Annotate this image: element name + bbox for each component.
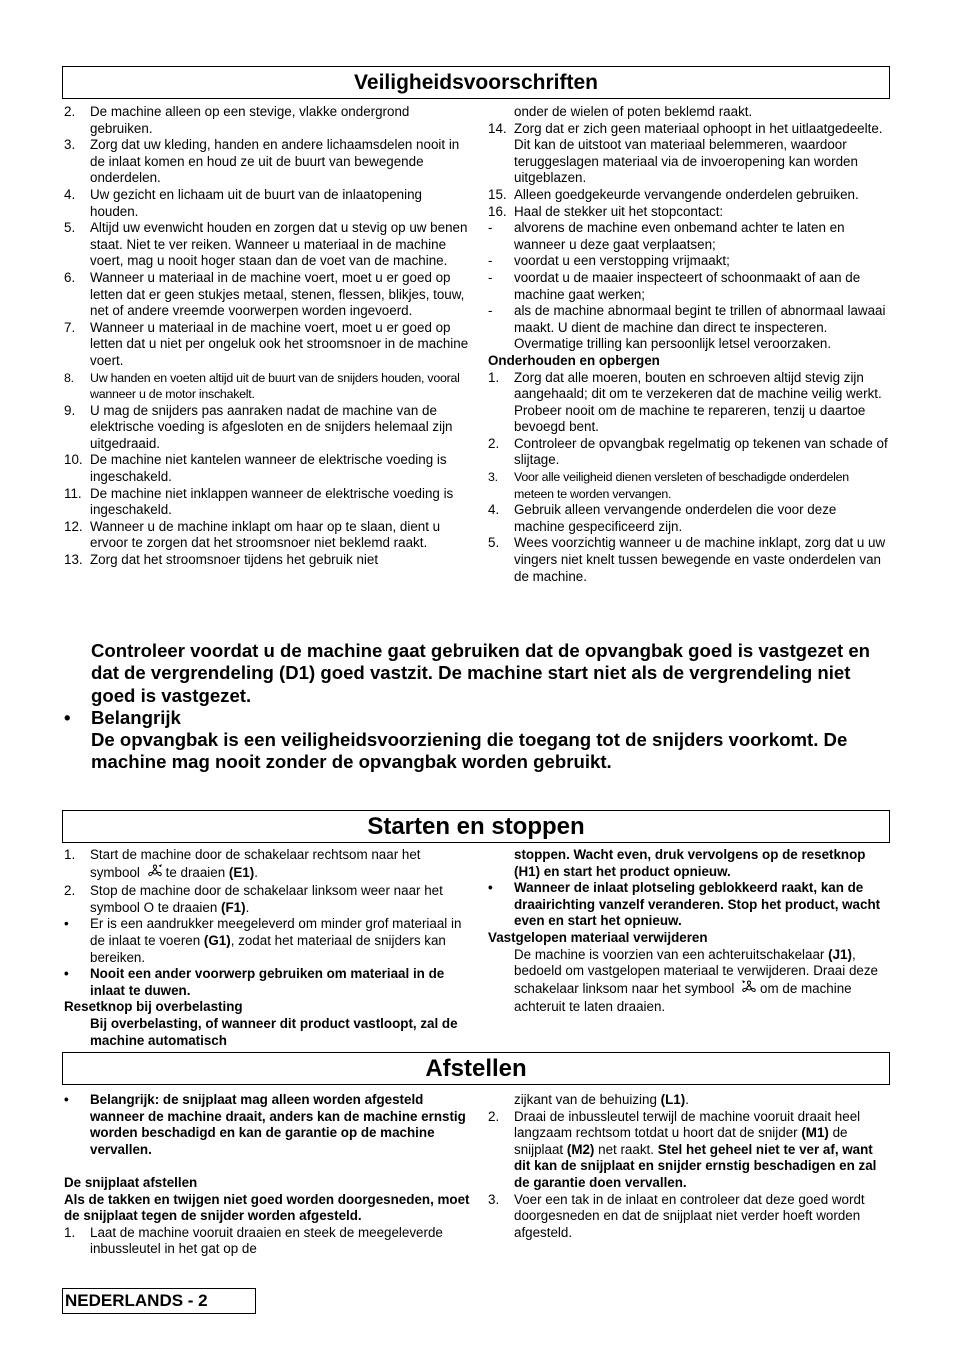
- list-item: 4. Uw gezicht en lichaam uit de buurt van de inlaatopening houden.: [64, 186, 423, 219]
- fan-reverse-icon: [741, 980, 757, 1000]
- list-item: 12. Wanneer u de machine inklapt om haar op te slaan, dient u ervoor te zorgen dat het stroomsnoer niet beklemd raakt.: [64, 518, 441, 551]
- list-item-continuation: zijkant van de behuizing (L1).: [514, 1092, 689, 1107]
- list-item: - alvorens de machine even onbemand achter te laten en wanneer u deze gaat verplaatsen;: [488, 220, 845, 252]
- list-item: 16. Haal de stekker uit het stopcontact:: [488, 203, 724, 219]
- safety-left-column: [64, 104, 474, 569]
- warning-important: • Belangrijk: [64, 706, 181, 728]
- warning-text: De opvangbak is een veiligheidsvoorziening die toegang tot de snijders voorkomt. De machine mag nooit zonder de opvangbak worden gebruikt.: [91, 729, 848, 773]
- safety-right-column: [488, 104, 890, 585]
- subheading-reset: Resetknop bij overbelasting: [64, 999, 243, 1015]
- list-item: 2. Stop de machine door de schakelaar linksom weer naar het symbool O te draaien (F1).: [64, 883, 443, 915]
- fan-forward-icon: [147, 864, 163, 884]
- section-title-adjust: Afstellen: [62, 1052, 890, 1085]
- list-item-continuation: onder de wielen of poten beklemd raakt.: [514, 104, 753, 119]
- list-item: 2. Draai de inbussleutel terwijl de machine vooruit draait heel langzaam rechtsom totdat u hoort dat de snijder (M1) de snijplaat (M2) net raakt. Stel het geheel niet te ver af, want dit kan de snijplaat en snijder ernstig beschadigen en zal de garantie doen vervallen.: [488, 1108, 877, 1190]
- list-item: 15. Alleen goedgekeurde vervangende onderdelen gebruiken.: [488, 186, 859, 202]
- list-item: 3. Voor alle veiligheid dienen versleten of beschadigde onderdelen meteen te worden vervangen.: [488, 470, 849, 501]
- list-item: 6. Wanneer u materiaal in de machine voert, moet u er goed op letten dat er geen stukjes metaal, stenen, flessen, blikjes, touw, net of andere vreemde voorwerpen worden ingevoerd.: [64, 269, 465, 319]
- adjust-left-column: [64, 1092, 474, 1258]
- start-right-column: [488, 847, 890, 1016]
- list-item: • Wanneer de inlaat plotseling geblokkeerd raakt, kan de draairichting vanzelf veranderen. Stop het product, wacht even en start het opnieuw.: [488, 880, 881, 929]
- page-footer: NEDERLANDS - 2: [62, 1288, 256, 1314]
- list-item: • Nooit een ander voorwerp gebruiken om materiaal in de inlaat te duwen.: [64, 966, 445, 998]
- list-item: - voordat u een verstopping vrijmaakt;: [488, 253, 730, 269]
- list-item: 3. Voer een tak in de inlaat en controleer dat deze goed wordt doorgesneden en dat de snijplaat niet verder hoeft worden afgesteld.: [488, 1191, 865, 1240]
- section-title-safety: Veiligheidsvoorschriften: [62, 66, 890, 99]
- list-item: 13. Zorg dat het stroomsnoer tijdens het gebruik niet: [64, 552, 379, 568]
- list-item: 4. Gebruik alleen vervangende onderdelen die voor deze machine gespecificeerd zijn.: [488, 502, 837, 534]
- warning-text: Controleer voordat u de machine gaat gebruiken dat de opvangbak goed is vastgezet en dat de vergrendeling (D1) goed vastzit. De machine start niet als de vergrendeling niet goed is vastgezet.: [91, 640, 871, 706]
- start-left-column: [64, 847, 474, 1049]
- list-item: 2. De machine alleen op een stevige, vlakke ondergrond gebruiken.: [64, 104, 410, 136]
- list-item: - voordat u de maaier inspecteert of schoonmaakt of aan de machine gaat werken;: [488, 269, 861, 302]
- list-item: 1. Zorg dat alle moeren, bouten en schroeven altijd stevig zijn aangehaald; dit om te verzekeren dat de machine veilig werkt. Probeer nooit om de machine te repareren, tenzij u daartoe bevoegd bent.: [488, 369, 882, 435]
- subheading-blade: De snijplaat afstellen: [64, 1174, 198, 1190]
- adjust-right-column: [488, 1092, 890, 1241]
- list-item: 7. Wanneer u materiaal in de machine voert, moet u er goed op letten dat u niet per ongeluk ook het stroomsnoer in de machine voert.: [64, 319, 469, 368]
- subheading-maintenance: Onderhouden en opbergen: [488, 352, 660, 368]
- list-item: 9. U mag de snijders pas aanraken nadat de machine van de elektrische voeding is afgesloten en de snijders helemaal zijn uitgedraaid.: [64, 402, 453, 451]
- reset-text: Bij overbelasting, of wanneer dit product vastloopt, zal de machine automatisch: [90, 1015, 458, 1048]
- list-item: 14. Zorg dat er zich geen materiaal ophoopt in het uitlaatgedeelte. Dit kan de uitstoot van materiaal belemmeren, waardoor teruggeslagen materiaal via de invoeropening kan worden uitgeblazen.: [488, 120, 883, 186]
- list-item: 5. Wees voorzichtig wanneer u de machine inklapt, zorg dat u uw vingers niet knelt tussen bewegende en vaste onderdelen van de machine.: [488, 535, 886, 584]
- list-item: 5. Altijd uw evenwicht houden en zorgen dat u stevig op uw benen staat. Niet te ver reiken. Wanneer u materiaal in de machine voert, mag u nooit hoger staan dan de voet van de machine.: [64, 220, 468, 269]
- stuck-material-text: De machine is voorzien van een achteruitschakelaar (J1), bedoeld om vastgelopen materiaal te verwijderen. Draai deze schakelaar linksom naar het symbool om de machine achteruit te laten draaien.: [514, 946, 878, 1015]
- list-item: - als de machine abnormaal begint te trillen of abnormaal lawaai maakt. U dient de machine dan direct te inspecteren. Overmatige trilling kan persoonlijk letsel veroorzaken.: [488, 303, 886, 352]
- list-item: 3. Zorg dat uw kleding, handen en andere lichaamsdelen nooit in de inlaat komen en houd ze uit de buurt van bewegende onderdelen.: [64, 137, 460, 186]
- list-item: • Er is een aandrukker meegeleverd om minder grof materiaal in de inlaat te voeren (G1), zodat het materiaal de snijders kan bereiken.: [64, 916, 462, 965]
- section-title-start: Starten en stoppen: [62, 810, 890, 843]
- list-item: 11. De machine niet inklappen wanneer de elektrische voeding is ingeschakeld.: [64, 485, 454, 518]
- list-item: 10. De machine niet kantelen wanneer de elektrische voeding is ingeschakeld.: [64, 452, 447, 485]
- list-item: • Belangrijk: de snijplaat mag alleen worden afgesteld wanneer de machine draait, anders kan de machine ernstig worden beschadigd en kan de garantie op de machine vervallen.: [64, 1092, 466, 1157]
- reset-text-continuation: stoppen. Wacht even, druk vervolgens op de resetknop (H1) en start het product opnieuw.: [514, 847, 866, 879]
- list-item: 1. Laat de machine vooruit draaien en steek de meegeleverde inbussleutel in het gat op de: [64, 1224, 443, 1257]
- subheading-stuck-material: Vastgelopen materiaal verwijderen: [488, 929, 708, 945]
- list-item: 2. Controleer de opvangbak regelmatig op tekenen van schade of slijtage.: [488, 435, 888, 468]
- warning-block: [64, 640, 890, 774]
- blade-intro: Als de takken en twijgen niet goed worden doorgesneden, moet de snijplaat tegen de snijder worden afgesteld.: [64, 1191, 470, 1224]
- list-item: 8. Uw handen en voeten altijd uit de buurt van de snijders houden, vooral wanneer u de motor inschakelt.: [64, 370, 460, 402]
- list-item: 1. Start de machine door de schakelaar rechtsom naar het symbool te draaien (E1).: [64, 847, 474, 883]
